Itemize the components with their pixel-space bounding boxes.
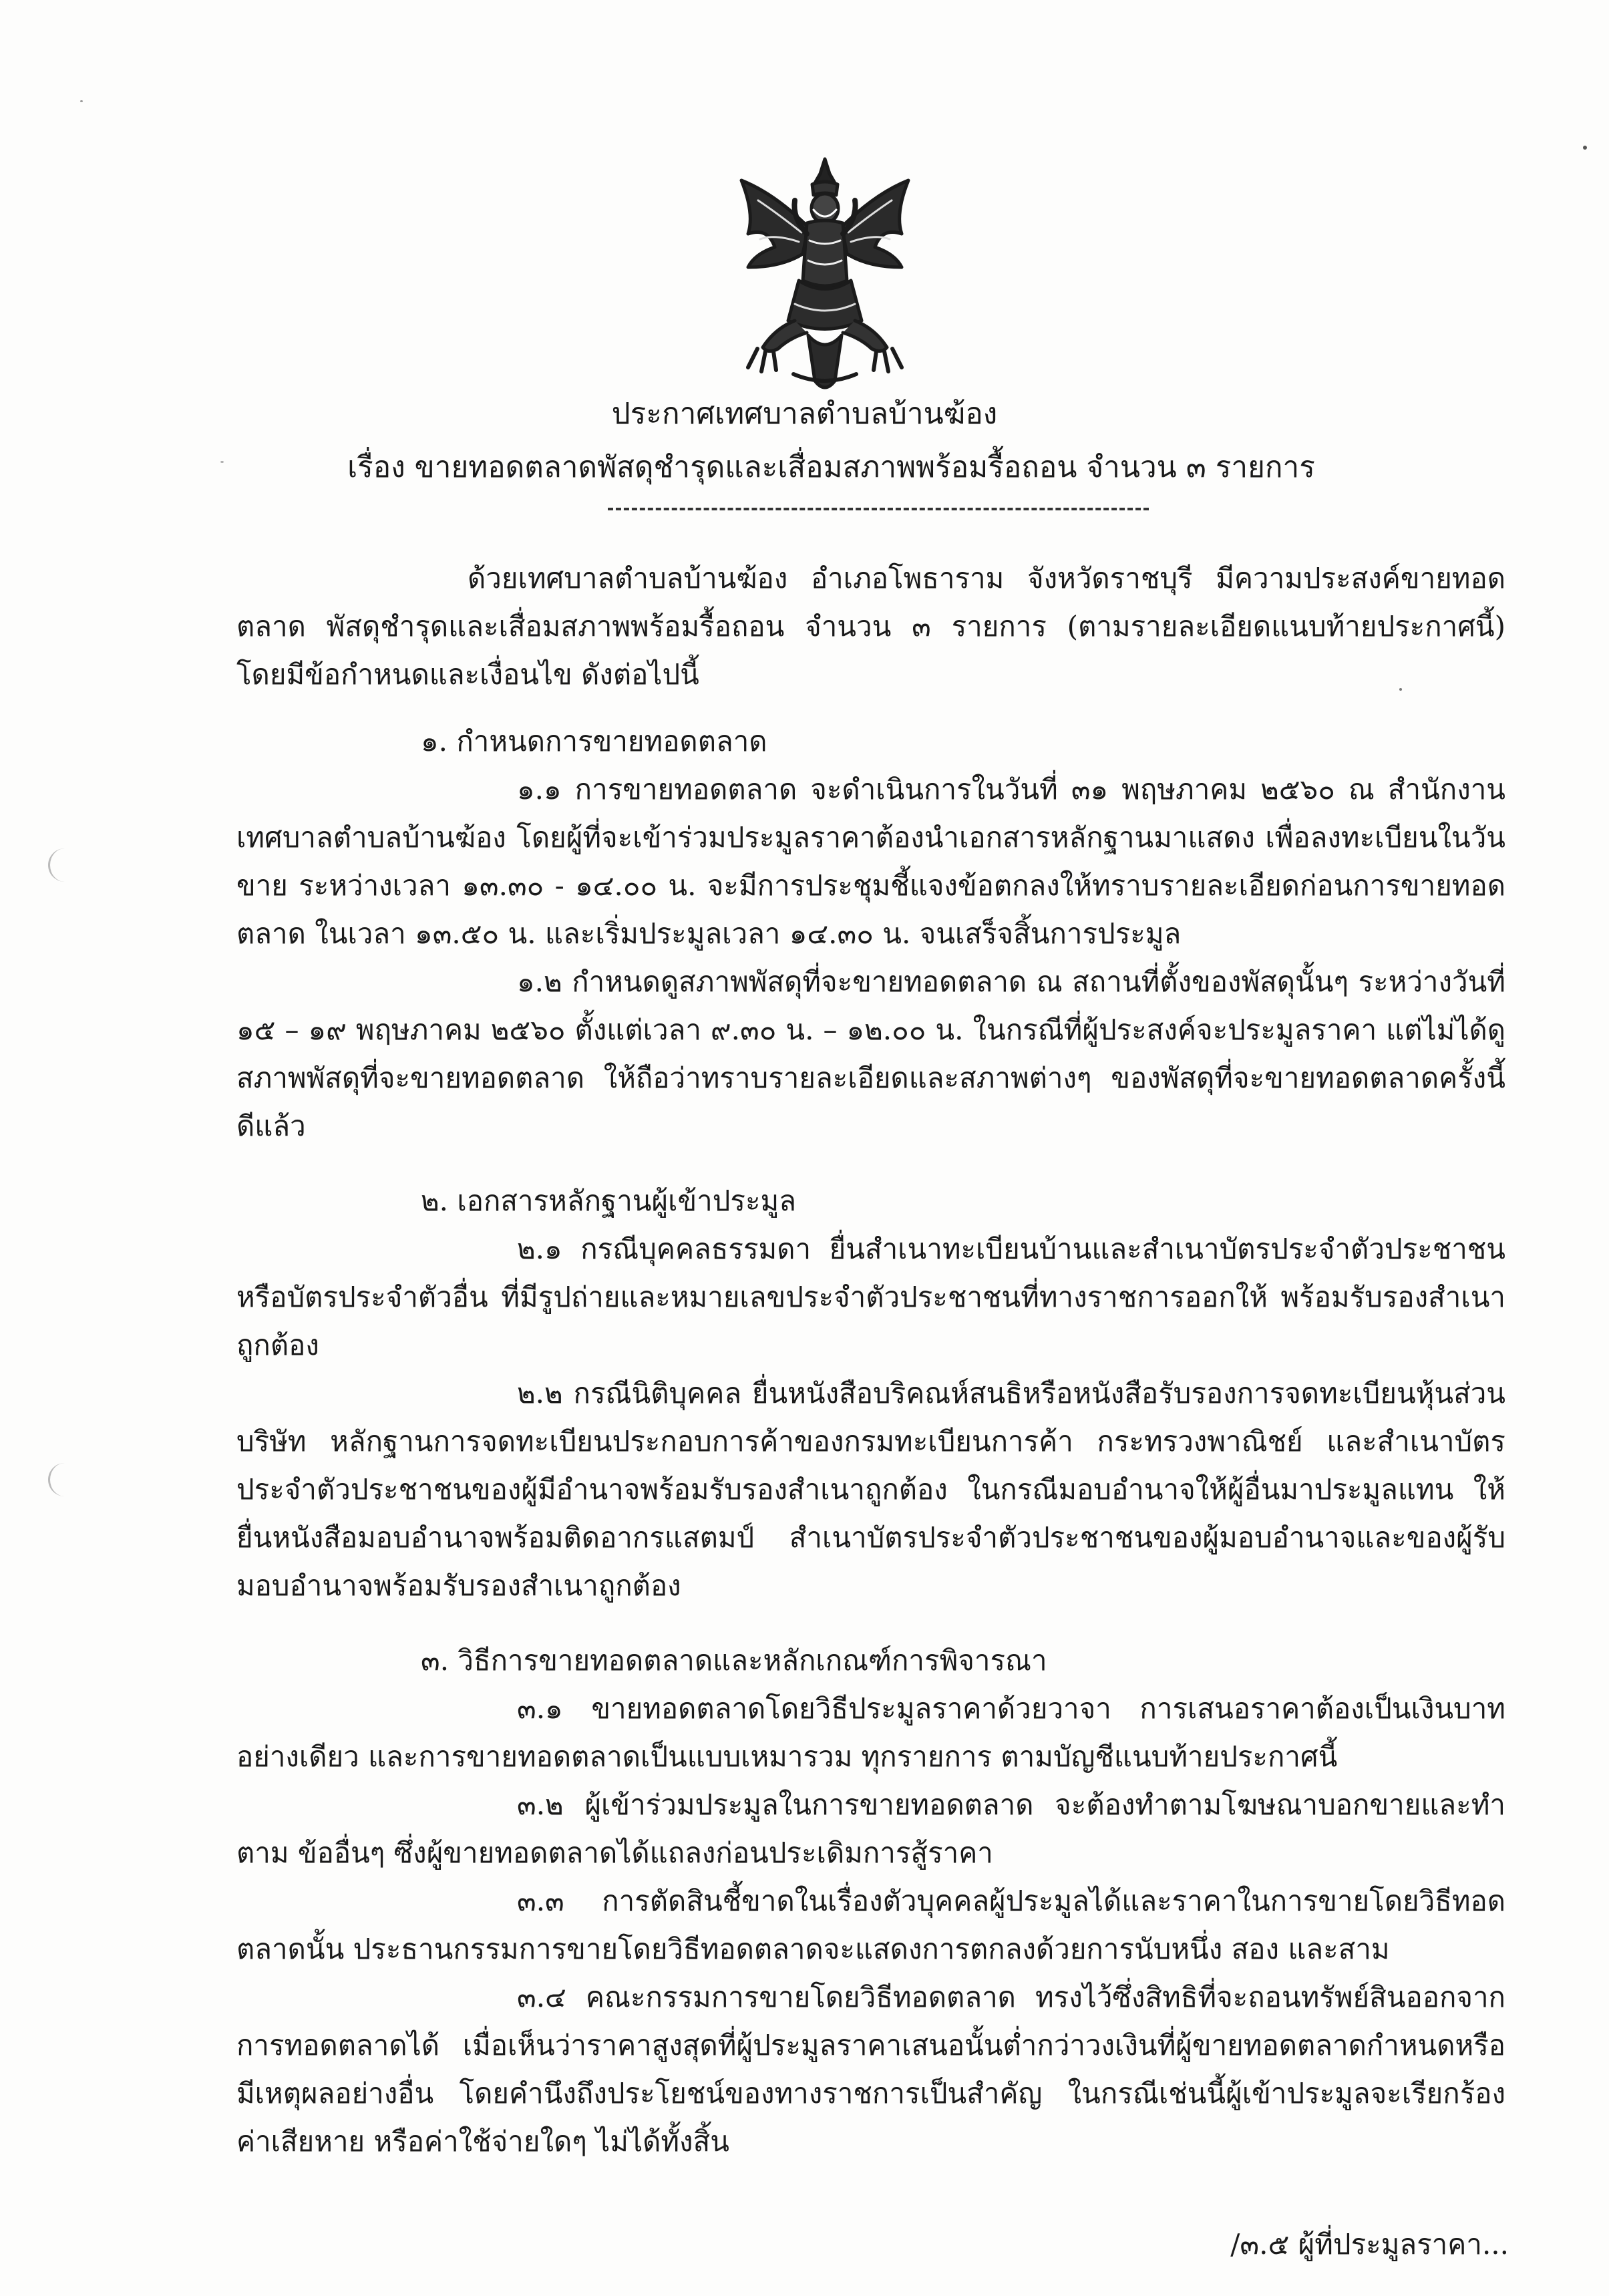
announcement-title: ประกาศเทศบาลตำบลบ้านฆ้อง (611, 397, 998, 431)
announcement-subject: เรื่อง ขายทอดตลาดพัสดุชำรุดและเสื่อมสภาพพร้อมรื้อถอน จำนวน ๓ รายการ (347, 450, 1315, 484)
clause-1-2: ๑.๒ กำหนดดูสภาพพัสดุที่จะขายทอดตลาด ณ สถานที่ตั้งของพัสดุนั้นๆ ระหว่างวันที่ ๑๕ – ๑๙ พฤษภาคม ๒๕๖๐ ตั้งแต่เวลา ๙.๓๐ น. – ๑๒.๐๐ น. ในกรณีที่ผู้ประสงค์จะประมูลราคา แต่ไม่ได้ดูสภาพพัสดุที่จะขายทอดตลาด ให้ถือว่าทราบรายละเอียดและสภาพต่างๆ ของพัสดุที่จะขายทอดตลาดครั้งนี้ดีแล้ว (236, 965, 1505, 1142)
scan-edge-mark (48, 1463, 90, 1496)
intro-paragraph: ด้วยเทศบาลตำบลบ้านฆ้อง อำเภอโพธาราม จังหวัดราชบุรี มีความประสงค์ขายทอดตลาด พัสดุชำรุดและเสื่อมสภาพพร้อมรื้อถอน จำนวน ๓ รายการ (ตามรายละเอียดแนบท้ายประกาศนี้) โดยมีข้อกำหนดและเงื่อนไข ดังต่อไปนี้ (236, 562, 1505, 691)
clause-1-1: ๑.๑ การขายทอดตลาด จะดำเนินการในวันที่ ๓๑ พฤษภาคม ๒๕๖๐ ณ สำนักงานเทศบาลตำบลบ้านฆ้อง โดยผู้ที่จะเข้าร่วมประมูลราคาต้องนำเอกสารหลักฐานมาแสดง เพื่อลงทะเบียนในวันขาย ระหว่างเวลา ๑๓.๓๐ - ๑๔.๐๐ น. จะมีการประชุมชี้แจงข้อตกลงให้ทราบรายละเอียดก่อนการขายทอดตลาด ในเวลา ๑๓.๕๐ น. และเริ่มประมูลเวลา ๑๔.๓๐ น. จนเสร็จสิ้นการประมูล (236, 773, 1505, 950)
section-2-title: ๒. เอกสารหลักฐานผู้เข้าประมูล (421, 1184, 796, 1217)
scan-speck (1583, 146, 1587, 150)
clause-2-1: ๒.๑ กรณีบุคคลธรรมดา ยื่นสำเนาทะเบียนบ้านและสำเนาบัตรประจำตัวประชาชนหรือบัตรประจำตัวอื่น ที่มีรูปถ่ายและหมายเลขประจำตัวประชาชนที่ทางราชการออกให้ พร้อมรับรองสำเนาถูกต้อง (236, 1233, 1505, 1361)
clause-3-2: ๓.๒ ผู้เข้าร่วมประมูลในการขายทอดตลาด จะต้องทำตามโฆษณาบอกขายและทำตาม ข้ออื่นๆ ซึ่งผู้ขายทอดตลาดได้แถลงก่อนประเดิมการสู้ราคา (236, 1788, 1505, 1869)
clause-3-1: ๓.๑ ขายทอดตลาดโดยวิธีประมูลราคาด้วยวาจา การเสนอราคาต้องเป็นเงินบาทอย่างเดียว และการขายทอดตลาดเป็นแบบเหมารวม ทุกรายการ ตามบัญชีแนบท้ายประกาศนี้ (236, 1692, 1505, 1773)
garuda-emblem-icon (728, 154, 922, 401)
clause-3-4: ๓.๔ คณะกรรมการขายโดยวิธีทอดตลาด ทรงไว้ซึ่งสิทธิที่จะถอนทรัพย์สินออกจากการทอดตลาดได้ เมื่อเห็นว่าราคาสูงสุดที่ผู้ประมูลราคาเสนอนั้นต่ำกว่าวงเงินที่ผู้ขายทอดตลาดกำหนดหรือมีเหตุผลอย่างอื่น โดยคำนึงถึงประโยชน์ของทางราชการเป็นสำคัญ ในกรณีเช่นนี้ผู้เข้าประมูลจะเรียกร้องค่าเสียหาย หรือค่าใช้จ่ายใดๆ ไม่ได้ทั้งสิ้น (236, 1981, 1505, 2158)
clause-3-3: ๓.๓ การตัดสินชี้ขาดในเรื่องตัวบุคคลผู้ประมูลได้และราคาในการขายโดยวิธีทอดตลาดนั้น ประธานกรรมการขายโดยวิธีทอดตลาดจะแสดงการตกลงด้วยการนับหนึ่ง สอง และสาม (236, 1884, 1505, 1965)
clause-2-2: ๒.๒ กรณีนิติบุคคล ยื่นหนังสือบริคณห์สนธิหรือหนังสือรับรองการจดทะเบียนหุ้นส่วนบริษัท หลักฐานการจดทะเบียนประกอบการค้าของกรมทะเบียนการค้า กระทรวงพาณิชย์ และสำเนาบัตรประจำตัวประชาชนของผู้มีอำนาจพร้อมรับรองสำเนาถูกต้อง ในกรณีมอบอำนาจให้ผู้อื่นมาประมูลแทน ให้ยื่นหนังสือมอบอำนาจพร้อมติดอากรแสตมป์ สำเนาบัตรประจำตัวประชาชนของผู้มอบอำนาจและของผู้รับมอบอำนาจพร้อมรับรองสำเนาถูกต้อง (236, 1377, 1505, 1602)
section-3-title: ๓. วิธีการขายทอดตลาดและหลักเกณฑ์การพิจารณา (421, 1644, 1047, 1677)
announcement-body (236, 554, 1505, 2166)
scan-speck (80, 100, 83, 102)
section-1-title: ๑. กำหนดการขายทอดตลาด (421, 725, 767, 758)
continuation-reference: /๓.๕ ผู้ที่ประมูลราคา... (1230, 2228, 1509, 2261)
scan-edge-mark (48, 848, 90, 882)
dashed-divider (608, 508, 1149, 510)
